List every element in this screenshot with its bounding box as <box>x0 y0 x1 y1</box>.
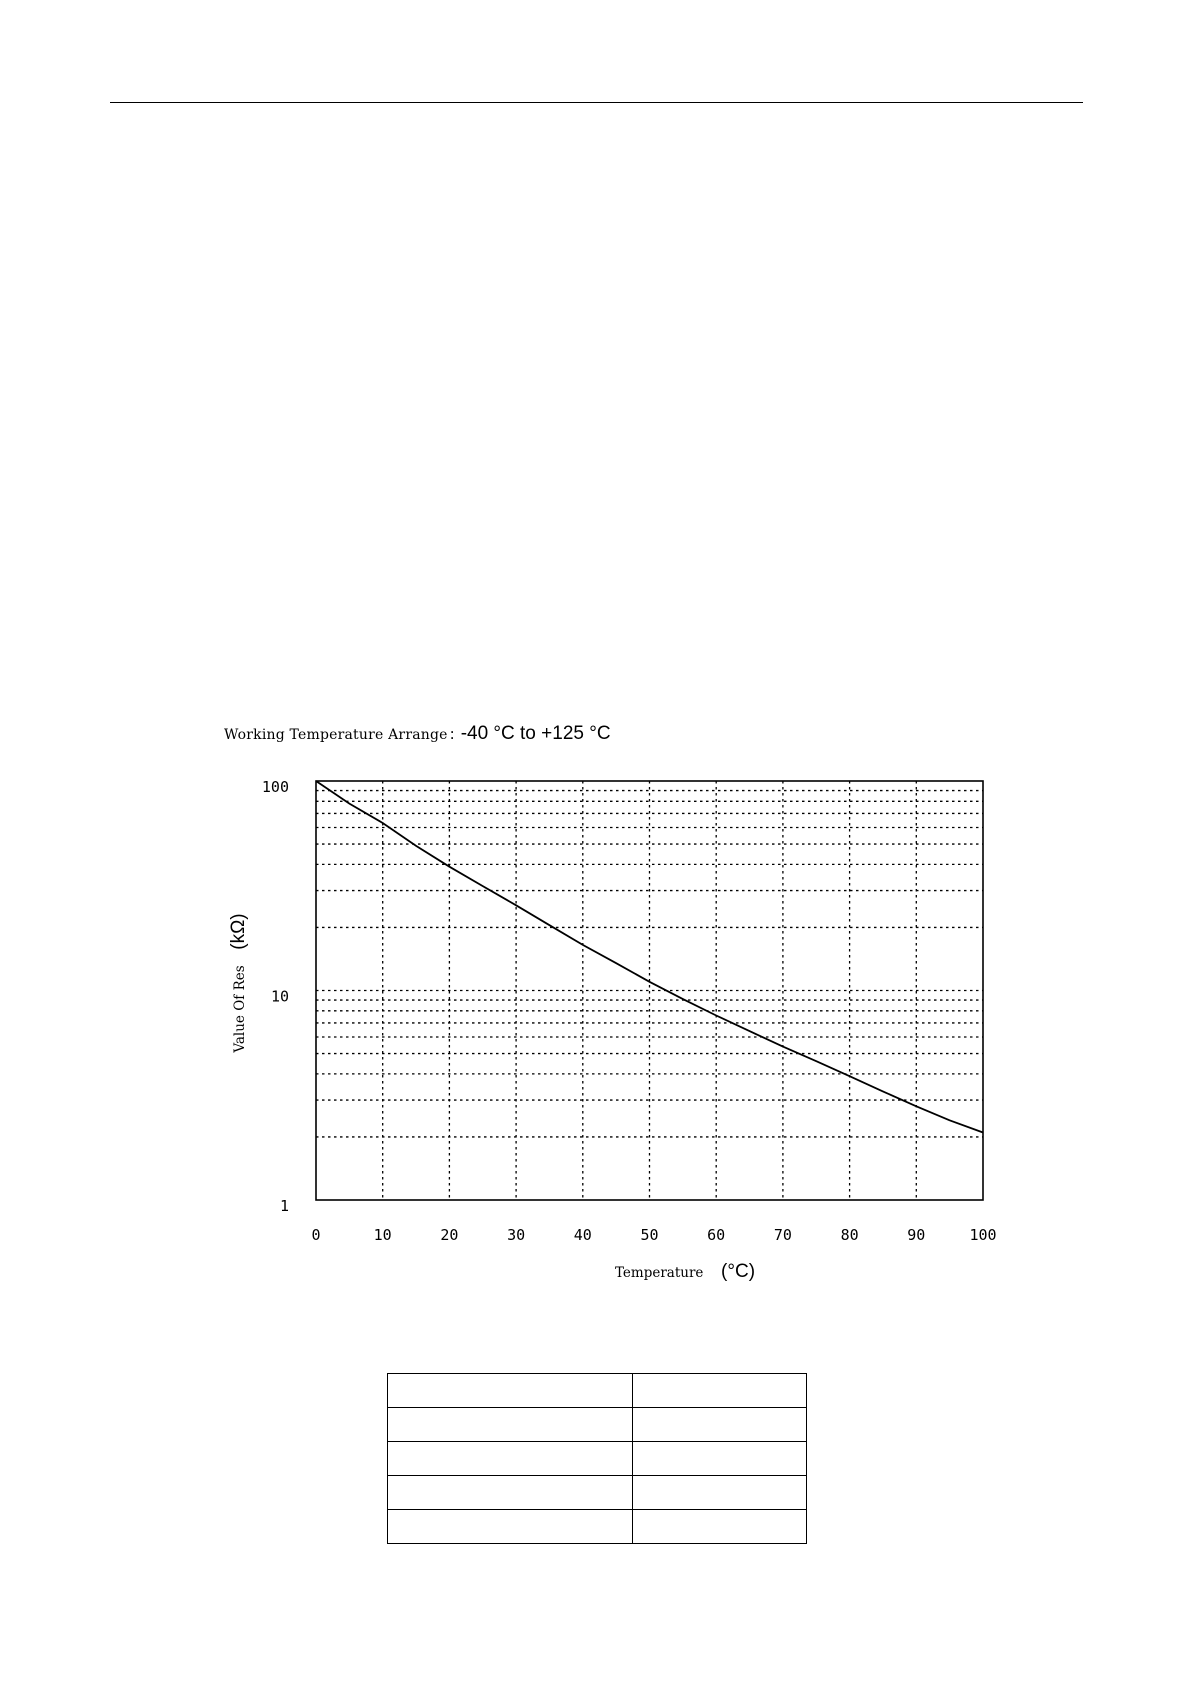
y-tick-label: 10 <box>270 987 289 1006</box>
x-tick-labels <box>311 1226 996 1244</box>
x-axis-label: Temperature <box>614 1265 704 1281</box>
x-tick-label: 0 <box>311 1226 321 1244</box>
y-tick-label: 100 <box>261 778 289 796</box>
table-cell <box>633 1442 807 1476</box>
table-cell <box>633 1374 807 1408</box>
x-tick-label: 80 <box>840 1226 859 1244</box>
table-cell <box>388 1374 633 1408</box>
table-cell <box>633 1510 807 1544</box>
y-axis-title <box>228 913 249 1053</box>
table-row <box>388 1510 807 1544</box>
table-cell <box>633 1476 807 1510</box>
table-cell <box>388 1408 633 1442</box>
y-axis-label: Value Of Res <box>232 965 248 1053</box>
x-tick-label: 90 <box>907 1226 926 1244</box>
table-row <box>388 1476 807 1510</box>
x-tick-label: 20 <box>440 1226 459 1244</box>
working-temperature-label: Working Temperature Arrange <box>224 727 448 743</box>
table-cell <box>388 1442 633 1476</box>
x-axis-unit: (°C) <box>721 1261 756 1282</box>
table-row <box>388 1408 807 1442</box>
spec-table <box>387 1373 807 1544</box>
x-axis-title <box>615 1261 755 1282</box>
table-row <box>388 1442 807 1476</box>
table-cell <box>633 1408 807 1442</box>
working-temperature-separator: : <box>449 725 455 743</box>
x-tick-label: 70 <box>773 1226 792 1244</box>
y-tick-labels <box>262 778 289 1215</box>
table-cell <box>388 1476 633 1510</box>
x-tick-label: 60 <box>707 1226 726 1244</box>
y-axis-unit: (kΩ) <box>228 913 249 950</box>
chart-grid <box>316 781 983 1200</box>
x-tick-label: 10 <box>373 1226 392 1244</box>
x-tick-label: 100 <box>969 1226 997 1244</box>
working-temperature-value: -40 °C to +125 °C <box>460 723 611 744</box>
x-tick-label: 50 <box>640 1226 659 1244</box>
table-row <box>388 1374 807 1408</box>
y-tick-label: 1 <box>279 1197 289 1215</box>
table-cell <box>388 1510 633 1544</box>
x-tick-label: 30 <box>507 1226 526 1244</box>
x-tick-label: 40 <box>573 1226 592 1244</box>
